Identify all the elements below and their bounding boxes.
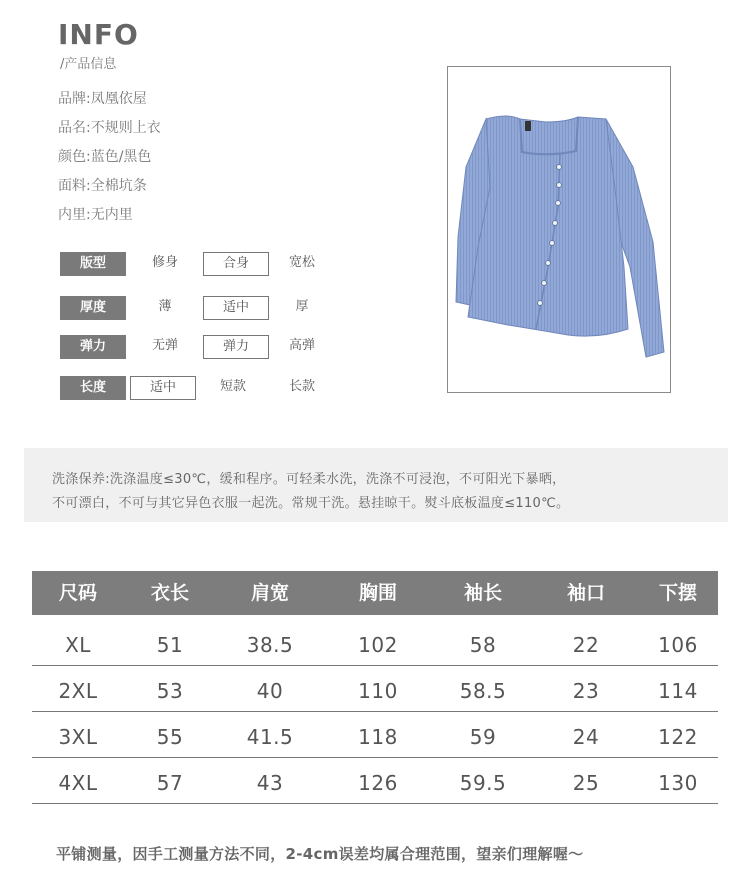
cell-length: 57 bbox=[156, 771, 184, 795]
scale-option-selected: 弹力 bbox=[203, 335, 269, 359]
cell-cuff: 25 bbox=[572, 771, 600, 795]
shirt-body bbox=[468, 116, 628, 336]
cell-chest: 102 bbox=[358, 633, 398, 657]
info-subtitle: /产品信息 bbox=[60, 57, 117, 72]
cell-length: 53 bbox=[156, 679, 184, 703]
cell-shoulder: 43 bbox=[256, 771, 284, 795]
scale-option: 薄 bbox=[158, 299, 172, 314]
cell-sleeve: 59.5 bbox=[459, 771, 507, 795]
cell-shoulder: 40 bbox=[256, 679, 284, 703]
product-image bbox=[447, 66, 671, 393]
scale-option-selected: 适中 bbox=[203, 296, 269, 320]
scale-row-length bbox=[60, 376, 360, 402]
scale-row-fit bbox=[60, 252, 360, 278]
cell-hem: 106 bbox=[658, 633, 698, 657]
header-hem: 下摆 bbox=[658, 582, 697, 604]
cell-size: 4XL bbox=[58, 771, 98, 795]
scale-option: 短款 bbox=[219, 379, 246, 394]
spec-color: 颜色:蓝色/黑色 bbox=[58, 149, 152, 165]
cell-sleeve: 58 bbox=[469, 633, 497, 657]
scale-row-thickness bbox=[60, 296, 360, 322]
size-table-header bbox=[32, 571, 718, 615]
cell-length: 51 bbox=[156, 633, 184, 657]
header-shoulder: 肩宽 bbox=[250, 582, 289, 604]
measurement-note: 平铺测量，因手工测量方法不同，2-4cm误差均属合理范围，望亲们理解喔～ bbox=[56, 845, 584, 863]
scale-label: 版型 bbox=[60, 252, 126, 276]
care-line-2: 不可漂白，不可与其它异色衣服一起洗。常规干洗。悬挂晾干。熨斗底板温度≤110℃。 bbox=[52, 496, 570, 511]
cell-shoulder: 38.5 bbox=[246, 633, 294, 657]
spec-product-name: 品名:不规则上衣 bbox=[58, 120, 161, 136]
scale-label: 厚度 bbox=[60, 296, 126, 320]
cell-chest: 110 bbox=[358, 679, 398, 703]
cell-length: 55 bbox=[156, 725, 184, 749]
table-row bbox=[32, 619, 718, 666]
shirt-illustration bbox=[448, 67, 670, 392]
care-line-1: 洗涤保养:洗涤温度≤30℃，缓和程序。可轻柔水洗，洗涤不可浸泡，不可阳光下暴晒， bbox=[52, 472, 566, 487]
header-length: 衣长 bbox=[150, 582, 189, 604]
cell-size: XL bbox=[65, 633, 91, 657]
scale-label: 长度 bbox=[60, 376, 126, 400]
spec-brand: 品牌:凤凰依屋 bbox=[58, 91, 147, 107]
scale-label: 弹力 bbox=[60, 335, 126, 359]
spec-list bbox=[58, 88, 161, 233]
scale-option-selected: 合身 bbox=[203, 252, 269, 276]
scale-option: 厚 bbox=[295, 299, 309, 314]
cell-cuff: 24 bbox=[572, 725, 600, 749]
cell-sleeve: 58.5 bbox=[459, 679, 507, 703]
cell-chest: 126 bbox=[358, 771, 398, 795]
scale-row-stretch bbox=[60, 335, 360, 361]
cell-cuff: 22 bbox=[572, 633, 600, 657]
scale-option: 修身 bbox=[151, 255, 178, 270]
header-size: 尺码 bbox=[58, 582, 97, 604]
spec-lining: 内里:无内里 bbox=[58, 207, 133, 223]
header-sleeve: 袖长 bbox=[463, 582, 502, 604]
cell-size: 3XL bbox=[58, 725, 98, 749]
header-cuff: 袖口 bbox=[566, 582, 605, 604]
table-row bbox=[32, 711, 718, 758]
header-chest: 胸围 bbox=[358, 582, 397, 604]
cell-sleeve: 59 bbox=[469, 725, 497, 749]
cell-chest: 118 bbox=[358, 725, 398, 749]
spec-fabric: 面料:全棉坑条 bbox=[58, 178, 147, 194]
cell-size: 2XL bbox=[58, 679, 98, 703]
cell-shoulder: 41.5 bbox=[246, 725, 294, 749]
scale-option: 无弹 bbox=[151, 338, 178, 353]
cell-hem: 114 bbox=[658, 679, 698, 703]
cell-hem: 130 bbox=[658, 771, 698, 795]
cell-hem: 122 bbox=[658, 725, 698, 749]
scale-option: 宽松 bbox=[288, 255, 315, 270]
care-instructions bbox=[24, 448, 728, 522]
scale-option: 高弹 bbox=[288, 338, 315, 353]
table-row bbox=[32, 665, 718, 712]
scale-option: 长款 bbox=[288, 379, 315, 394]
info-title: INFO bbox=[58, 18, 139, 51]
table-row bbox=[32, 757, 718, 804]
scale-option-selected: 适中 bbox=[130, 376, 196, 400]
cell-cuff: 23 bbox=[572, 679, 600, 703]
